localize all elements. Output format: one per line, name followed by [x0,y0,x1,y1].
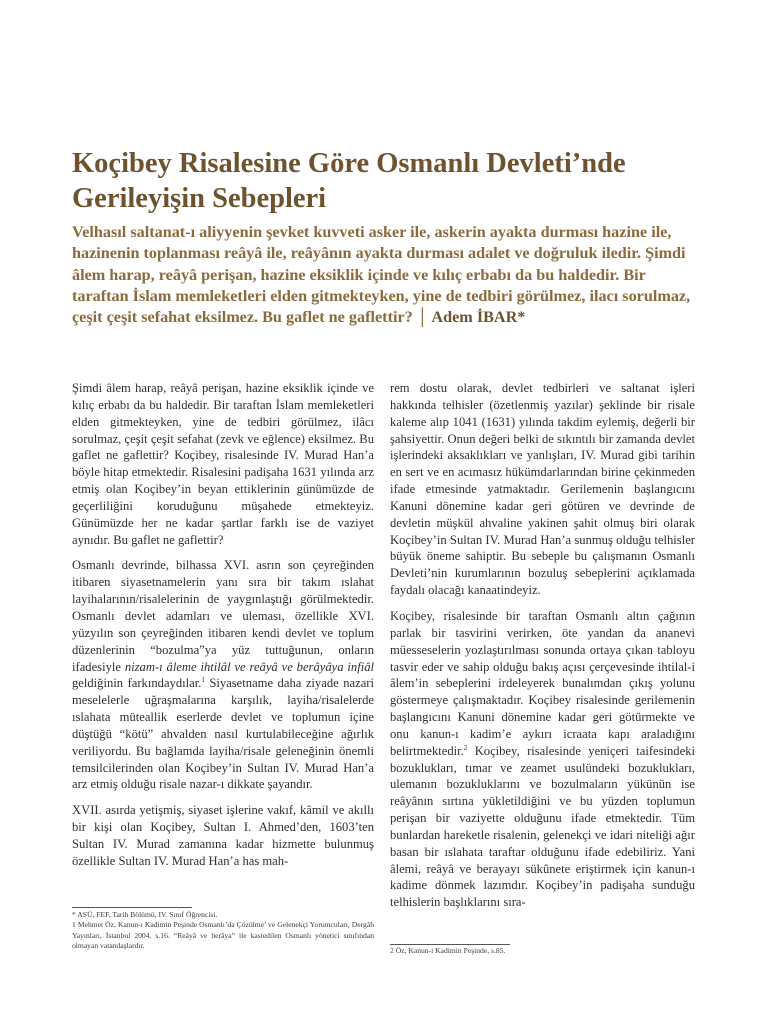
left-column [72,380,374,879]
right-paragraph-2 [390,608,695,911]
footnote-2: 2 Öz, Kanun-i Kadimin Peşinde, s.85. [390,946,506,955]
footnotes-left [72,910,374,952]
left-paragraph-3: XVII. asırda yetişmiş, siyaset işlerine vakıf, kâmil ve akıllı bir kişi olan Koçibey, Sultan I. Ahmed’den, 1603’ten Sultan IV. Murad zamanına kadar hizmette bulunmuş özellikle Sultan IV. Murad Han’a has mah- [72,803,374,868]
right-paragraph-2-text-a: Koçibey, risalesinde bir taraftan Osmanlı altın çağının parlak bir tasvirini verirken, öte yandan da ananevi müesseselerin yozlaştırılması sonunda ortaya çıkan tabloyu tasvir eder ve sahip olduğu bakış açısı çerçevesinde ihtilal-i âlem’in sebeplerini irdeleyerek bunalımdan çıkış yolunu göstermeye çalışmaktadır. Koçibey risalesinde gerilemenin başlangıcını Kanuni dönemine kadar geri götürmekte ve onu kanun-ı kadim’e aykırı icraata kapı araladığını belirtmektedir. [390,608,695,758]
left-paragraph-1: Şimdi âlem harap, reâyâ perişan, hazine eksiklik içinde ve kılıç erbabı da bu haldedir. Bir taraftan İslam memleketleri elden gitmekteyken, yine de tedbiri görülmez, ilâcı sorulmaz, çeşit çeşit sefahat (zevk ve eğlence) eksilmez. Bu gaflet ne gaflettir? Koçibey, risalesinde IV. Murad Han’a böyle hitap etmektedir. Risalesini padişaha 1631 yılında arz etmiş olan Koçibey’in beyan ettiklerinin günümüzde de geçerliliğini koruduğunu müşahede etmekteyiz. Günümüzde her ne kadar şartlar farklı ise de vaziyet aynıdır. Bu gaflet ne gaflettir? [72,381,374,547]
article-title: Koçibey Risalesine Göre Osmanlı Devleti’nde Gerileyişin Sebepleri [72,148,626,214]
footnote-divider-left [72,907,192,908]
footnote-ref-2: 2 [463,743,468,752]
right-paragraph-2-text-b: Koçibey, risalesinde yeniçeri taifesindeki bozuklukları, tımar ve zeamet usulündeki bozuklukları, ulemanın bozukluklarını ve bozulmaların yükünün ise reâyânın sırtına yükletildiğini ve bu yüzden toplumun perişan bir vaziyette olduğunu ifade etmektedir. Tüm bunlardan hareketle risalenin, gelenekçi ve idari niteliği ağır basan bir ıslahata taraftar olduğunu ifade edebiliriz. Yani âlemi, reâyâ ve berayayı sükûnete eriştirmek için kanun-ı kadime dönmek lazımdır. Koçibey’in padişaha sunduğu telhislerin başlıklarını sıra- [390,743,695,910]
left-paragraph-2-italic: nizam-ı âleme ihtilâl ve reâyâ ve berâyâya infiâl [124,659,374,674]
left-paragraph-2-text-b: geldiğinin farkındaydılar. [72,676,202,691]
lead-quote [72,222,698,328]
footnote-author: * ASÜ, FEF, Tarih Bölümü, IV. Sınıf Öğrencisi. [72,910,218,919]
left-paragraph-2 [72,557,374,793]
right-column [390,380,695,920]
footnote-1: 1 Mehmet Öz, Kanun-ı Kadimin Peşinde Osmanlı’da Çözülme’ ve Gelenekçi Yorumcuları, Dergâh Yayınları, İstanbul 2004, s.16. “Reâyâ ve berâya” ile kastedilen Osmanlı yönetici sınıfından olmayan vatandaşlardır. [72,920,374,951]
footnotes-right [390,946,695,956]
footnote-ref-1: 1 [201,676,205,685]
left-paragraph-2-text-a: Osmanlı devrinde, bilhassa XVI. asrın son çeyreğinden itibaren siyasetnamelerin yanı sıra bir takım ıslahat layihalarının/risalelerinin de yaygınlaştığı görülmektedir. Osmanlı devlet adamları ve uleması, özellikle XVI. yüzyılın son çeyreğinden itibaren kendi devlet ve toplum düzenlerinin “bozulma”ya yüz tuttuğunun, onların ifadesiyle [72,558,374,674]
left-paragraph-2-text-c: Siyasetname daha ziyade nazari meselelerle uğraşmalarına karşılık, layiha/risalelerde ıslahata müteallik eserlerde devlet ve toplumun içine düştüğü “kötü” ahvalden nasıl kurtulabileceğine ağırlık veriliyordu. Bu bağlamda layiha/risale geleneğinin önemli temsilcilerinden olan Koçibey’in Sultan IV. Murad Han’a arz etmiş olduğu risale nazar-ı dikkate şayandır. [72,676,374,792]
footnote-divider-right [390,944,510,945]
lead-quote-text: Velhasıl saltanat-ı aliyyenin şevket kuvveti asker ile, askerin ayakta durması hazine ile, hazinenin toplanması reâyâ ile, reâyânın ayakta durması adalet ve doğruluk iledir. Şimdi âlem harap, reâyâ perişan, hazine eksiklik içinde ve kılıç erbabı da bu haldedir. Bir taraftan İslam memleketleri elden gitmekteyken, yine de tedbiri görülmez, ilacı sorulmaz, çeşit çeşit sefahat eksilmez. Bu gaflet ne gaflettir? │ [72,223,691,327]
right-paragraph-1: rem dostu olarak, devlet tedbirleri ve saltanat işleri hakkında telhisler (özetlenmiş yazılar) şeklinde bir risale kaleme alıp 1041 (1631) yılında takdim eylemiş, değerli bir şahsiyettir. Onun değeri belki de sıkıntılı bir zamanda devlet işlerindeki aksaklıkları ve yanlışları, IV. Murad gibi tarihin en sert ve en acımasız hükümdarlarından birine çekinmeden ifade etmesinde yatmaktadır. Gerilemenin başlangıcını Kanuni dönemine kadar geri götüren ve devrinde de devletin müşkül ahvaline yakinen şahit olmuş biri olarak Koçibey’in Sultan IV. Murad Han’a sunmuş olduğu telhisler büyük öneme sahiptir. Bu sebeple bu çalışmanın Osmanlı Devleti’nin kurumlarının bozuluş sebeplerini açıklamada faydalı olacağı kanaatindeyiz. [390,381,695,598]
author-name: Adem İBAR* [431,308,526,327]
